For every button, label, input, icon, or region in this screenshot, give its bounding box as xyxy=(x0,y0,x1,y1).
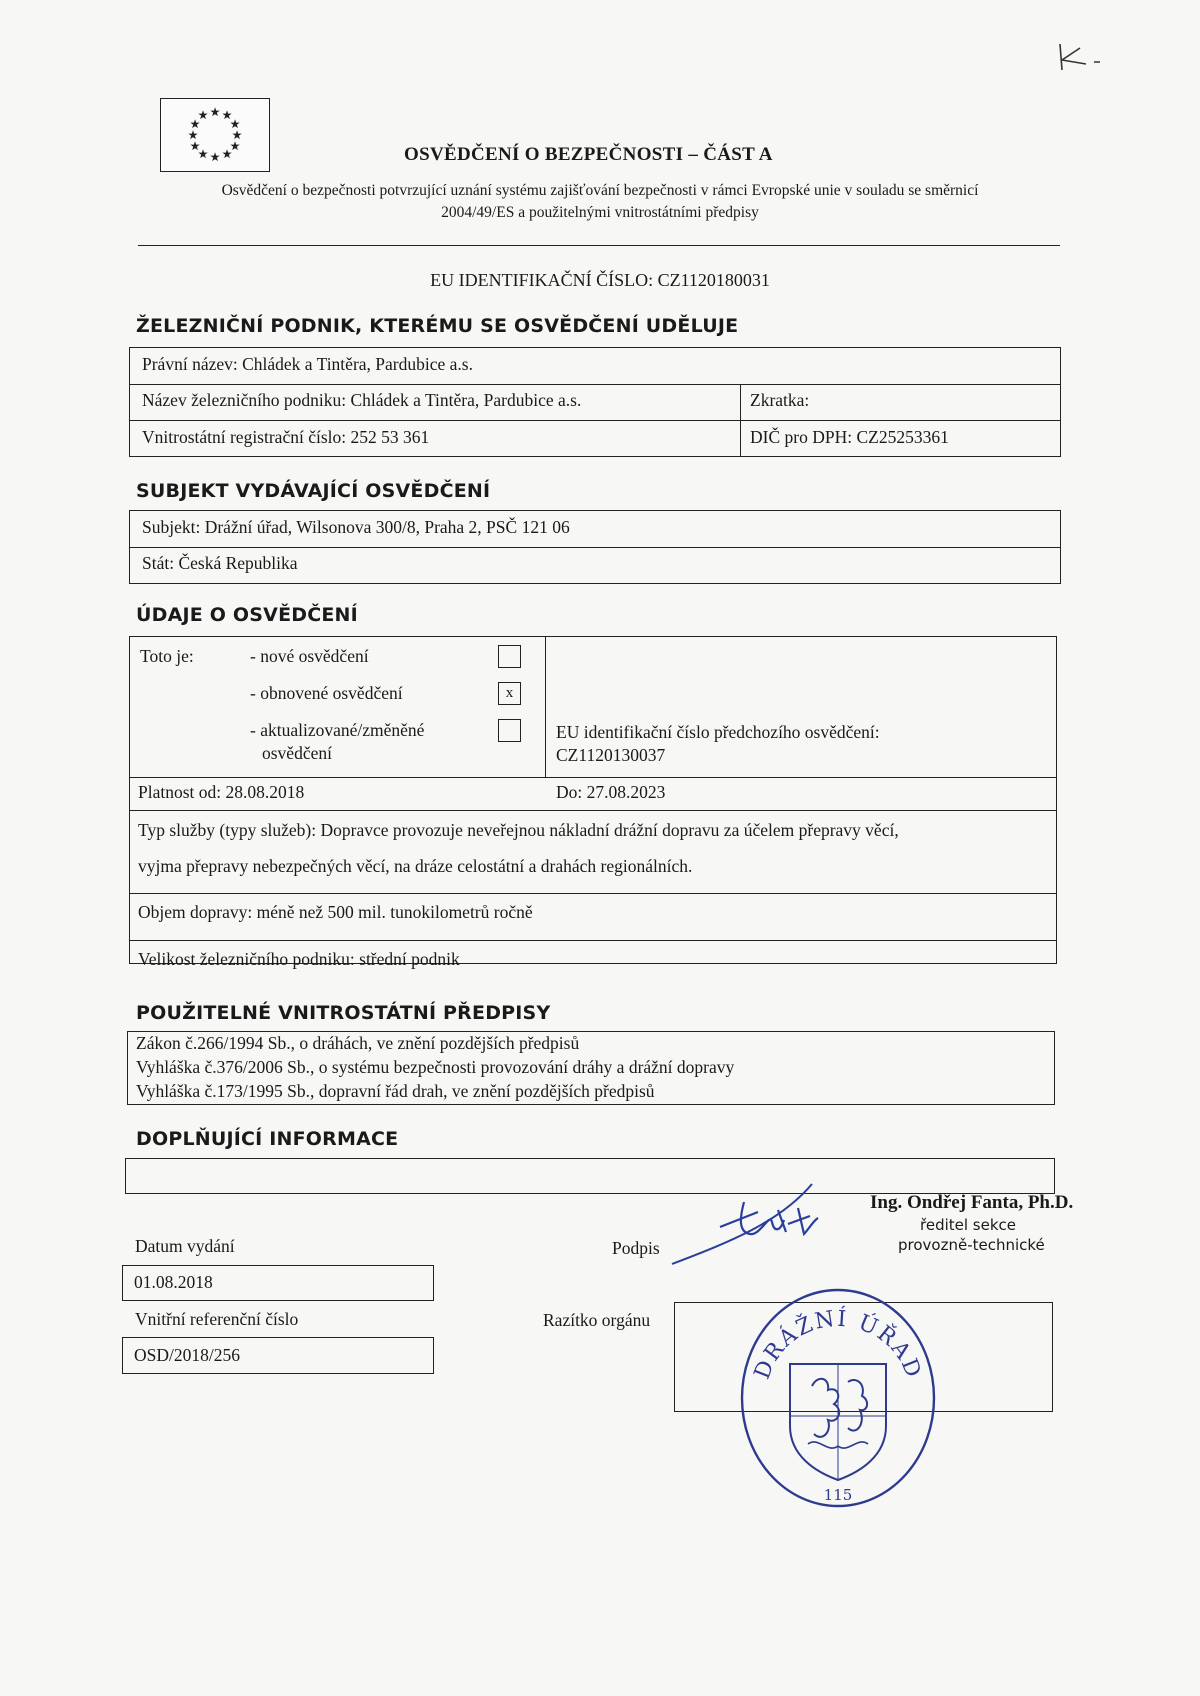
table-divider xyxy=(545,636,546,778)
svg-text:★: ★ xyxy=(230,119,240,129)
svg-text:★: ★ xyxy=(198,110,208,120)
company-name: Název železničního podniku: Chládek a Tintěra, Pardubice a.s. xyxy=(142,390,582,410)
internal-ref-label: Vnitřní referenční číslo xyxy=(135,1309,299,1329)
transport-volume: Objem dopravy: méně než 500 mil. tunokilometrů ročně xyxy=(138,902,533,922)
svg-text:★: ★ xyxy=(188,130,198,140)
section-heading-certificate-data: ÚDAJE O OSVĚDČENÍ xyxy=(136,604,358,626)
undertaking-size: Velikost železničního podniku: střední podnik xyxy=(138,949,460,969)
service-type-line-2: vyjma přepravy nebezpečných věcí, na dráze celostátní a drahách regionálních. xyxy=(138,856,693,876)
certificate-type-label: Toto je: xyxy=(140,646,194,666)
law-1: Zákon č.266/1994 Sb., o dráhách, ve znění pozdějších předpisů xyxy=(136,1033,580,1053)
table-divider xyxy=(129,777,1057,778)
legal-name: Právní název: Chládek a Tintěra, Pardubice a.s. xyxy=(142,354,473,374)
vat-number: DIČ pro DPH: CZ25253361 xyxy=(750,427,949,447)
eu-identification-number: EU IDENTIFIKAČNÍ ČÍSLO: CZ1120180031 xyxy=(430,270,770,290)
document-intro xyxy=(140,180,1060,224)
option-new-label: - nové osvědčení xyxy=(250,646,369,666)
signatory-role-2: provozně-technické xyxy=(898,1236,1045,1254)
issuing-state: Stát: Česká Republika xyxy=(142,553,298,573)
table-divider xyxy=(129,940,1057,941)
valid-to: Do: 27.08.2023 xyxy=(556,782,666,802)
issue-date-value: 01.08.2018 xyxy=(134,1272,213,1292)
section-heading-railway-undertaking: ŽELEZNIČNÍ PODNIK, KTERÉMU SE OSVĚDČENÍ UDĚLUJE xyxy=(136,315,739,337)
table-divider xyxy=(740,384,741,457)
registration-number: Vnitrostátní registrační číslo: 252 53 361 xyxy=(142,427,430,447)
handwritten-signature-icon xyxy=(660,1172,880,1272)
svg-text:★: ★ xyxy=(222,149,232,159)
svg-text:★: ★ xyxy=(198,149,208,159)
signatory-role-1: ředitel sekce xyxy=(920,1216,1017,1234)
official-stamp-icon xyxy=(738,1286,938,1510)
section-heading-national-rules: POUŽITELNÉ VNITROSTÁTNÍ PŘEDPISY xyxy=(136,1002,551,1024)
checkbox-renewed[interactable]: x xyxy=(498,682,521,705)
svg-text:★: ★ xyxy=(190,141,200,151)
checkbox-updated[interactable] xyxy=(498,719,521,742)
stamp-text: DRÁŽNÍ ÚŘAD xyxy=(749,1306,927,1383)
svg-text:★: ★ xyxy=(230,141,240,151)
svg-text:★: ★ xyxy=(210,152,220,162)
table-divider xyxy=(129,547,1061,548)
option-updated-label-2: osvědčení xyxy=(262,743,332,763)
option-updated-label-1: - aktualizované/změněné xyxy=(250,720,425,740)
header-divider xyxy=(138,245,1060,246)
eu-stars-icon xyxy=(179,105,251,165)
stamp-number: 115 xyxy=(823,1486,853,1504)
checkbox-new[interactable] xyxy=(498,645,521,668)
issuing-subject: Subjekt: Drážní úřad, Wilsonova 300/8, Praha 2, PSČ 121 06 xyxy=(142,517,570,537)
svg-text:★: ★ xyxy=(190,119,200,129)
intro-line-2: 2004/49/ES a použitelnými vnitrostátními předpisy xyxy=(441,204,759,221)
table-divider xyxy=(129,893,1057,894)
eu-flag-box xyxy=(160,98,270,172)
issue-date-label: Datum vydání xyxy=(135,1236,235,1256)
section-heading-additional-info: DOPLŇUJÍCÍ INFORMACE xyxy=(136,1128,399,1150)
stamp-label: Razítko orgánu xyxy=(543,1310,651,1330)
handwritten-mark-icon xyxy=(1050,38,1130,78)
service-type-line-1: Typ služby (typy služeb): Dopravce provozuje neveřejnou nákladní drážní dopravu za účelem přepravy věcí, xyxy=(138,820,899,840)
table-divider xyxy=(129,384,1061,385)
valid-from: Platnost od: 28.08.2018 xyxy=(138,782,305,802)
abbreviation-label: Zkratka: xyxy=(750,390,810,410)
internal-ref-value: OSD/2018/256 xyxy=(134,1345,240,1365)
section-heading-issuing-body: SUBJEKT VYDÁVAJÍCÍ OSVĚDČENÍ xyxy=(136,480,491,502)
law-2: Vyhláška č.376/2006 Sb., o systému bezpečnosti provozování dráhy a drážní dopravy xyxy=(136,1057,735,1077)
law-3: Vyhláška č.173/1995 Sb., dopravní řád drah, ve znění pozdějších předpisů xyxy=(136,1081,655,1101)
previous-id-label: EU identifikační číslo předchozího osvědčení: xyxy=(556,722,880,742)
additional-info-box xyxy=(125,1158,1055,1194)
document-title: OSVĚDČENÍ O BEZPEČNOSTI – ČÁST A xyxy=(404,144,773,165)
previous-id-value: CZ1120130037 xyxy=(556,745,666,765)
table-divider xyxy=(129,810,1057,811)
svg-text:★: ★ xyxy=(222,110,232,120)
intro-line-1: Osvědčení o bezpečnosti potvrzující uznání systému zajišťování bezpečnosti v rámci Evropské unie v souladu se směrnicí xyxy=(221,182,979,199)
svg-text:★: ★ xyxy=(232,130,242,140)
signatory-name: Ing. Ondřej Fanta, Ph.D. xyxy=(870,1192,1074,1213)
signature-label: Podpis xyxy=(612,1238,660,1258)
svg-text:★: ★ xyxy=(210,107,220,117)
option-renewed-label: - obnovené osvědčení xyxy=(250,683,403,703)
table-divider xyxy=(129,420,1061,421)
